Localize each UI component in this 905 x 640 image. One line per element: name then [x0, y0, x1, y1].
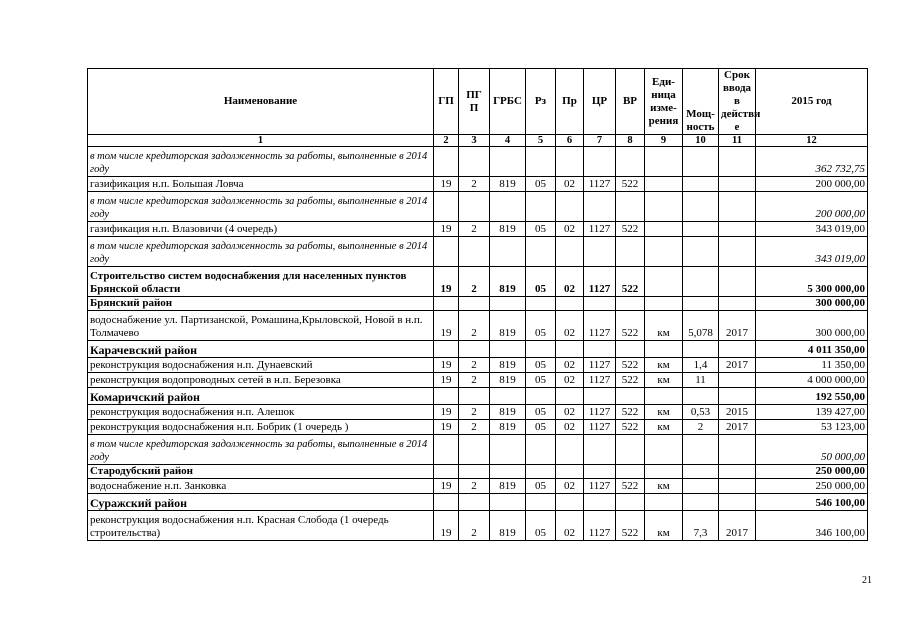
- grbs-cell: 819: [490, 479, 526, 494]
- unit-cell: [645, 435, 683, 465]
- pr-cell: 02: [556, 405, 584, 420]
- capacity-cell: 1,4: [683, 358, 719, 373]
- amount-cell: 250 000,00: [756, 465, 868, 479]
- gp-cell: 19: [434, 358, 459, 373]
- unit-cell: [645, 177, 683, 192]
- amount-cell: 346 100,00: [756, 511, 868, 541]
- term-cell: [719, 177, 756, 192]
- term-cell: 2017: [719, 358, 756, 373]
- term-cell: [719, 267, 756, 297]
- vr-cell: 522: [616, 222, 645, 237]
- pr-cell: [556, 341, 584, 358]
- pr-cell: [556, 465, 584, 479]
- column-number: 8: [616, 135, 645, 147]
- gp-cell: [434, 494, 459, 511]
- gp-cell: 19: [434, 479, 459, 494]
- table-row: [88, 222, 868, 237]
- pgp-cell: 2: [459, 177, 490, 192]
- gp-cell: 19: [434, 311, 459, 341]
- row-name: в том числе кредиторская задолженность за работы, выполненные в 2014 году: [88, 435, 434, 465]
- capacity-cell: [683, 388, 719, 405]
- pgp-cell: 2: [459, 420, 490, 435]
- header-unit: Еди-ница изме-рения: [645, 69, 683, 135]
- pgp-cell: 2: [459, 358, 490, 373]
- row-name: в том числе кредиторская задолженность за работы, выполненные в 2014 году: [88, 237, 434, 267]
- vr-cell: [616, 341, 645, 358]
- program-row: [88, 267, 868, 297]
- row-name: Стародубский район: [88, 465, 434, 479]
- amount-cell: 343 019,00: [756, 237, 868, 267]
- cr-cell: [584, 494, 616, 511]
- pr-cell: [556, 192, 584, 222]
- unit-cell: км: [645, 479, 683, 494]
- capacity-cell: [683, 192, 719, 222]
- rz-cell: [526, 297, 556, 311]
- capacity-cell: [683, 297, 719, 311]
- term-cell: [719, 147, 756, 177]
- vr-cell: [616, 435, 645, 465]
- column-numbers-row: [88, 135, 868, 147]
- pr-cell: 02: [556, 311, 584, 341]
- cr-cell: 1127: [584, 311, 616, 341]
- pr-cell: [556, 237, 584, 267]
- vr-cell: 522: [616, 479, 645, 494]
- vr-cell: 522: [616, 177, 645, 192]
- vr-cell: [616, 237, 645, 267]
- capacity-cell: [683, 435, 719, 465]
- rz-cell: 05: [526, 405, 556, 420]
- cr-cell: 1127: [584, 479, 616, 494]
- pgp-cell: [459, 465, 490, 479]
- column-number: 7: [584, 135, 616, 147]
- table-row: [88, 405, 868, 420]
- pgp-cell: [459, 494, 490, 511]
- gp-cell: [434, 465, 459, 479]
- header-gp: ГП: [434, 69, 459, 135]
- capacity-cell: [683, 222, 719, 237]
- grbs-cell: 819: [490, 511, 526, 541]
- capacity-cell: 0,53: [683, 405, 719, 420]
- column-number: 9: [645, 135, 683, 147]
- amount-cell: 250 000,00: [756, 479, 868, 494]
- grbs-cell: [490, 341, 526, 358]
- table-row: [88, 311, 868, 341]
- gp-cell: [434, 341, 459, 358]
- vr-cell: [616, 147, 645, 177]
- pr-cell: [556, 297, 584, 311]
- grbs-cell: 819: [490, 358, 526, 373]
- amount-cell: 546 100,00: [756, 494, 868, 511]
- amount-cell: 139 427,00: [756, 405, 868, 420]
- pr-cell: [556, 494, 584, 511]
- rz-cell: [526, 147, 556, 177]
- pgp-cell: 2: [459, 311, 490, 341]
- vr-cell: [616, 388, 645, 405]
- gp-cell: [434, 147, 459, 177]
- term-cell: [719, 435, 756, 465]
- pr-cell: [556, 435, 584, 465]
- capacity-cell: [683, 341, 719, 358]
- header-vr: ВР: [616, 69, 645, 135]
- header-pgp-line1: ПГ: [466, 88, 482, 101]
- cr-cell: [584, 435, 616, 465]
- grbs-cell: [490, 297, 526, 311]
- grbs-cell: 819: [490, 222, 526, 237]
- debt-note-row: [88, 435, 868, 465]
- row-name: реконструкция водоснабжения н.п. Алешок: [88, 405, 434, 420]
- grbs-cell: 819: [490, 267, 526, 297]
- cr-cell: [584, 465, 616, 479]
- capacity-cell: 5,078: [683, 311, 719, 341]
- rz-cell: [526, 341, 556, 358]
- header-pgp: [459, 69, 490, 135]
- unit-cell: [645, 222, 683, 237]
- table-row: [88, 479, 868, 494]
- rz-cell: [526, 237, 556, 267]
- gp-cell: [434, 192, 459, 222]
- header-year: 2015 год: [756, 69, 868, 135]
- rz-cell: 05: [526, 267, 556, 297]
- vr-cell: 522: [616, 311, 645, 341]
- grbs-cell: 819: [490, 373, 526, 388]
- row-name: в том числе кредиторская задолженность за работы, выполненные в 2014 году: [88, 192, 434, 222]
- cr-cell: 1127: [584, 511, 616, 541]
- grbs-cell: 819: [490, 177, 526, 192]
- pr-cell: 02: [556, 177, 584, 192]
- term-cell: [719, 297, 756, 311]
- amount-cell: 200 000,00: [756, 192, 868, 222]
- header-pgp-line2: П: [469, 101, 479, 114]
- amount-cell: 53 123,00: [756, 420, 868, 435]
- header-pr: Пр: [556, 69, 584, 135]
- term-cell: [719, 222, 756, 237]
- row-name: водоснабжение н.п. Занковка: [88, 479, 434, 494]
- cr-cell: 1127: [584, 373, 616, 388]
- rz-cell: 05: [526, 222, 556, 237]
- pgp-cell: [459, 297, 490, 311]
- pr-cell: 02: [556, 479, 584, 494]
- page-number: 21: [862, 575, 872, 586]
- amount-cell: 11 350,00: [756, 358, 868, 373]
- rz-cell: 05: [526, 511, 556, 541]
- term-cell: 2017: [719, 511, 756, 541]
- capacity-cell: 11: [683, 373, 719, 388]
- header-rz: Рз: [526, 69, 556, 135]
- row-name: Брянский район: [88, 297, 434, 311]
- cr-cell: 1127: [584, 405, 616, 420]
- pgp-cell: 2: [459, 405, 490, 420]
- district-row: [88, 465, 868, 479]
- header-capacity: Мощ-ность: [683, 69, 719, 135]
- header-cr: ЦР: [584, 69, 616, 135]
- cr-cell: 1127: [584, 267, 616, 297]
- capacity-cell: [683, 465, 719, 479]
- unit-cell: [645, 147, 683, 177]
- cr-cell: 1127: [584, 420, 616, 435]
- term-cell: 2017: [719, 311, 756, 341]
- cr-cell: [584, 297, 616, 311]
- capacity-cell: 7,3: [683, 511, 719, 541]
- grbs-cell: [490, 192, 526, 222]
- cr-cell: [584, 237, 616, 267]
- amount-cell: 4 000 000,00: [756, 373, 868, 388]
- term-cell: [719, 341, 756, 358]
- pgp-cell: 2: [459, 222, 490, 237]
- amount-cell: 300 000,00: [756, 297, 868, 311]
- cr-cell: [584, 341, 616, 358]
- grbs-cell: [490, 465, 526, 479]
- grbs-cell: 819: [490, 405, 526, 420]
- pr-cell: 02: [556, 267, 584, 297]
- vr-cell: [616, 465, 645, 479]
- district-row: [88, 341, 868, 358]
- gp-cell: 19: [434, 222, 459, 237]
- pr-cell: [556, 147, 584, 177]
- term-cell: [719, 494, 756, 511]
- unit-cell: км: [645, 420, 683, 435]
- amount-cell: 4 011 350,00: [756, 341, 868, 358]
- column-number: 3: [459, 135, 490, 147]
- term-cell: 2017: [719, 420, 756, 435]
- district-row: [88, 297, 868, 311]
- vr-cell: [616, 192, 645, 222]
- term-cell: [719, 388, 756, 405]
- pgp-cell: [459, 147, 490, 177]
- pr-cell: 02: [556, 358, 584, 373]
- grbs-cell: [490, 388, 526, 405]
- pgp-cell: [459, 435, 490, 465]
- pgp-cell: [459, 341, 490, 358]
- unit-cell: [645, 465, 683, 479]
- grbs-cell: [490, 494, 526, 511]
- header-name: Наименование: [88, 69, 434, 135]
- amount-cell: 192 550,00: [756, 388, 868, 405]
- column-number: 10: [683, 135, 719, 147]
- capacity-cell: [683, 479, 719, 494]
- gp-cell: 19: [434, 267, 459, 297]
- row-name: газификация н.п. Большая Ловча: [88, 177, 434, 192]
- pr-cell: 02: [556, 420, 584, 435]
- unit-cell: км: [645, 358, 683, 373]
- row-name: Строительство систем водоснабжения для населенных пунктов Брянской области: [88, 267, 434, 297]
- gp-cell: 19: [434, 177, 459, 192]
- pgp-cell: 2: [459, 267, 490, 297]
- table-row: [88, 177, 868, 192]
- row-name: реконструкция водопроводных сетей в н.п. Березовка: [88, 373, 434, 388]
- gp-cell: 19: [434, 420, 459, 435]
- vr-cell: 522: [616, 405, 645, 420]
- vr-cell: 522: [616, 511, 645, 541]
- unit-cell: [645, 237, 683, 267]
- pgp-cell: [459, 388, 490, 405]
- cr-cell: 1127: [584, 358, 616, 373]
- gp-cell: [434, 237, 459, 267]
- gp-cell: [434, 435, 459, 465]
- amount-cell: 200 000,00: [756, 177, 868, 192]
- unit-cell: км: [645, 373, 683, 388]
- column-number: 5: [526, 135, 556, 147]
- capacity-cell: [683, 494, 719, 511]
- row-name: реконструкция водоснабжения н.п. Красная Слобода (1 очередь строительства): [88, 511, 434, 541]
- pgp-cell: [459, 192, 490, 222]
- row-name: Суражский район: [88, 494, 434, 511]
- gp-cell: 19: [434, 511, 459, 541]
- rz-cell: [526, 494, 556, 511]
- pr-cell: 02: [556, 511, 584, 541]
- row-name: реконструкция водоснабжения н.п. Дунаевский: [88, 358, 434, 373]
- row-name: реконструкция водоснабжения н.п. Бобрик (1 очередь ): [88, 420, 434, 435]
- term-cell: [719, 465, 756, 479]
- unit-cell: км: [645, 511, 683, 541]
- rz-cell: 05: [526, 177, 556, 192]
- column-number: 4: [490, 135, 526, 147]
- unit-cell: [645, 297, 683, 311]
- header-term: Срок ввода в действи е: [719, 69, 756, 135]
- term-cell: [719, 373, 756, 388]
- row-name: Карачевский район: [88, 341, 434, 358]
- column-number: 11: [719, 135, 756, 147]
- capacity-cell: [683, 147, 719, 177]
- vr-cell: 522: [616, 358, 645, 373]
- vr-cell: [616, 494, 645, 511]
- cr-cell: [584, 192, 616, 222]
- unit-cell: [645, 341, 683, 358]
- column-number: 12: [756, 135, 868, 147]
- district-row: [88, 388, 868, 405]
- grbs-cell: [490, 435, 526, 465]
- row-name: Комаричский район: [88, 388, 434, 405]
- grbs-cell: 819: [490, 420, 526, 435]
- term-cell: [719, 192, 756, 222]
- pgp-cell: 2: [459, 373, 490, 388]
- unit-cell: км: [645, 405, 683, 420]
- unit-cell: [645, 192, 683, 222]
- cr-cell: [584, 388, 616, 405]
- vr-cell: 522: [616, 373, 645, 388]
- amount-cell: 50 000,00: [756, 435, 868, 465]
- row-name: газификация н.п. Влазовичи (4 очередь): [88, 222, 434, 237]
- row-name: в том числе кредиторская задолженность за работы, выполненные в 2014 году: [88, 147, 434, 177]
- pr-cell: 02: [556, 373, 584, 388]
- grbs-cell: [490, 237, 526, 267]
- pr-cell: [556, 388, 584, 405]
- term-cell: 2015: [719, 405, 756, 420]
- rz-cell: 05: [526, 358, 556, 373]
- rz-cell: 05: [526, 373, 556, 388]
- unit-cell: км: [645, 311, 683, 341]
- column-number: 6: [556, 135, 584, 147]
- gp-cell: 19: [434, 373, 459, 388]
- column-number: 2: [434, 135, 459, 147]
- vr-cell: 522: [616, 420, 645, 435]
- header-row: [88, 69, 868, 135]
- rz-cell: [526, 388, 556, 405]
- cr-cell: [584, 147, 616, 177]
- rz-cell: [526, 465, 556, 479]
- rz-cell: [526, 435, 556, 465]
- budget-table: [87, 68, 868, 541]
- district-row: [88, 494, 868, 511]
- pr-cell: 02: [556, 222, 584, 237]
- rz-cell: 05: [526, 420, 556, 435]
- capacity-cell: [683, 237, 719, 267]
- table-row: [88, 511, 868, 541]
- unit-cell: [645, 388, 683, 405]
- grbs-cell: 819: [490, 311, 526, 341]
- pgp-cell: 2: [459, 479, 490, 494]
- pgp-cell: 2: [459, 511, 490, 541]
- header-grbs: ГРБС: [490, 69, 526, 135]
- column-number: 1: [88, 135, 434, 147]
- rz-cell: [526, 192, 556, 222]
- table-row: [88, 358, 868, 373]
- table-row: [88, 420, 868, 435]
- table-row: [88, 373, 868, 388]
- gp-cell: [434, 388, 459, 405]
- rz-cell: 05: [526, 479, 556, 494]
- term-cell: [719, 479, 756, 494]
- cr-cell: 1127: [584, 177, 616, 192]
- rz-cell: 05: [526, 311, 556, 341]
- table-body: [88, 147, 868, 541]
- pgp-cell: [459, 237, 490, 267]
- gp-cell: [434, 297, 459, 311]
- amount-cell: 5 300 000,00: [756, 267, 868, 297]
- capacity-cell: [683, 177, 719, 192]
- amount-cell: 300 000,00: [756, 311, 868, 341]
- capacity-cell: 2: [683, 420, 719, 435]
- unit-cell: [645, 267, 683, 297]
- capacity-cell: [683, 267, 719, 297]
- gp-cell: 19: [434, 405, 459, 420]
- term-cell: [719, 237, 756, 267]
- vr-cell: [616, 297, 645, 311]
- debt-note-row: [88, 237, 868, 267]
- vr-cell: 522: [616, 267, 645, 297]
- amount-cell: 362 732,75: [756, 147, 868, 177]
- unit-cell: [645, 494, 683, 511]
- debt-note-row: [88, 147, 868, 177]
- grbs-cell: [490, 147, 526, 177]
- cr-cell: 1127: [584, 222, 616, 237]
- row-name: водоснабжение ул. Партизанской, Ромашина,Крыловской, Новой в н.п. Толмачево: [88, 311, 434, 341]
- debt-note-row: [88, 192, 868, 222]
- amount-cell: 343 019,00: [756, 222, 868, 237]
